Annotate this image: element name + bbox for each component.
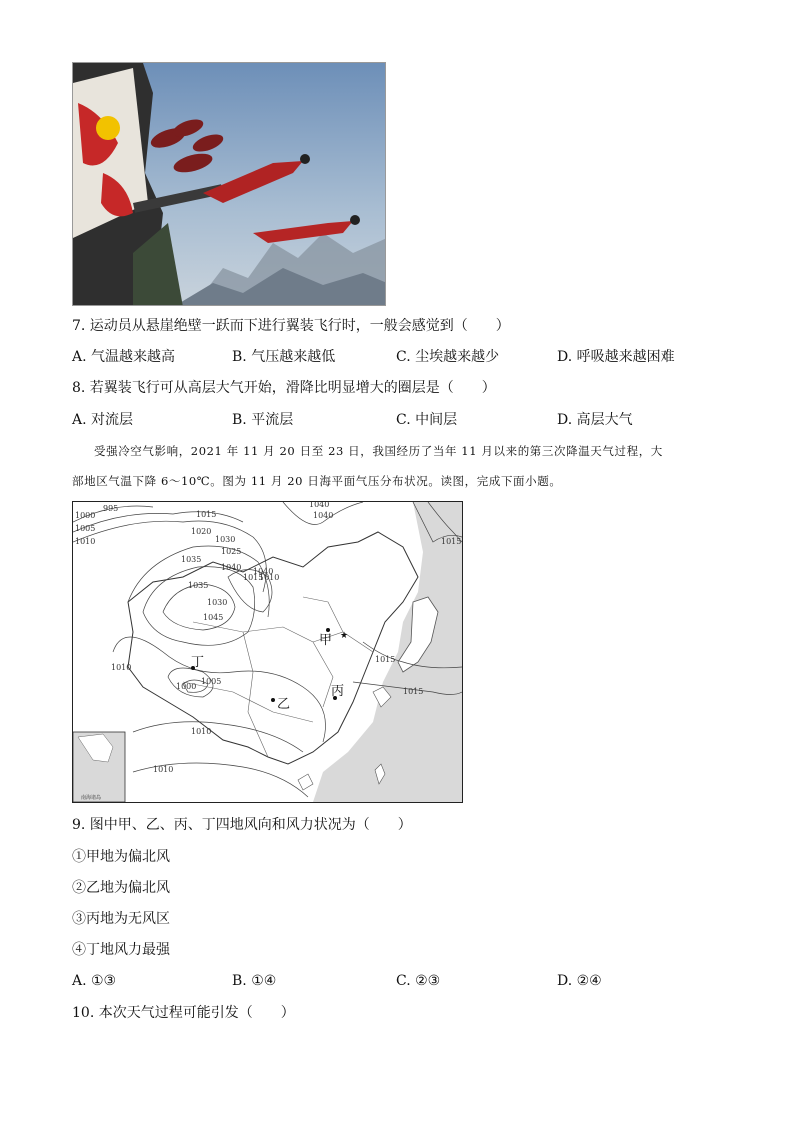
wingsuit-photo: [72, 62, 386, 306]
isobar-label: 1010: [75, 537, 96, 546]
place-label-yi: 乙: [277, 697, 291, 712]
pressure-map: [72, 501, 463, 803]
question-10-stem: 10. 本次天气过程可能引发（ ）: [72, 1005, 295, 1021]
question-7-option-b[interactable]: B. 气压越来越低: [232, 349, 336, 365]
question-8-option-b[interactable]: B. 平流层: [232, 412, 294, 428]
question-7-option-c[interactable]: C. 尘埃越来越少: [396, 349, 500, 365]
isobar-label: 1025: [221, 547, 242, 556]
question-9-statement-3: ③丙地为无风区: [72, 911, 170, 927]
isobar-label: 1005: [75, 524, 96, 533]
isobar-label: 1005: [201, 677, 222, 686]
isobar-label: 1010: [153, 765, 174, 774]
place-label-bing: 丙: [331, 684, 345, 699]
isobar-label: 1035: [181, 555, 202, 564]
isobar-label: 1000: [75, 511, 96, 520]
isobar-label: 1020: [191, 527, 212, 536]
isobar-label: 1015: [441, 537, 462, 546]
isobar-label: 1015: [243, 573, 264, 582]
place-label-ding: 丁: [191, 655, 205, 670]
isobar-label: 1040: [221, 563, 242, 572]
question-8-option-a[interactable]: A. 对流层: [72, 412, 134, 428]
question-9-statement-4: ④丁地风力最强: [72, 942, 170, 958]
question-9-option-b[interactable]: B. ①④: [232, 973, 277, 989]
isobar-label: 1030: [215, 535, 236, 544]
isobar-label: 1015: [375, 655, 396, 664]
isobar-label: 1015: [196, 510, 217, 519]
question-8-option-c[interactable]: C. 中间层: [396, 412, 458, 428]
question-9-statement-1: ①甲地为偏北风: [72, 849, 170, 865]
question-7-stem: 7. 运动员从悬崖绝壁一跃而下进行翼装飞行时，一般会感觉到（ ）: [72, 318, 510, 334]
isobar-label: 1040: [253, 567, 274, 576]
isobar-label: 1010: [111, 663, 132, 672]
isobar-label: 1010: [191, 727, 212, 736]
passage-line-1: 受强冷空气影响，2021 年 11 月 20 日至 23 日，我国经历了当年 11 月以来的第三次降温天气过程，大: [94, 444, 663, 458]
isobar-label: 1045: [203, 613, 224, 622]
isobar-label: 995: [103, 504, 119, 513]
isobar-label: 1010: [259, 573, 280, 582]
isobar-label: 1030: [207, 598, 228, 607]
star-icon: ★: [340, 631, 349, 641]
passage-line-2: 部地区气温下降 6～10℃。图为 11 月 20 日海平面气压分布状况。读图，完成下面小题。: [72, 474, 562, 488]
isobar-label: 1035: [188, 581, 209, 590]
isobar-label: 1015: [403, 687, 424, 696]
question-9-stem: 9. 图中甲、乙、丙、丁四地风向和风力状况为（ ）: [72, 817, 412, 833]
inset-label: 南海诸岛: [81, 795, 102, 801]
question-8-stem: 8. 若翼装飞行可从高层大气开始，滑降比明显增大的圈层是（ ）: [72, 380, 496, 396]
wingsuit-photo-drawing: [73, 63, 386, 306]
question-9-option-a[interactable]: A. ①③: [72, 973, 117, 989]
pressure-map-drawing: [73, 502, 462, 802]
question-8-option-d[interactable]: D. 高层大气: [557, 412, 633, 428]
question-9-statement-2: ②乙地为偏北风: [72, 880, 170, 896]
isobar-label: 1000: [176, 682, 197, 691]
isobar-label: 1040: [309, 502, 330, 509]
question-9-option-c[interactable]: C. ②③: [396, 973, 441, 989]
question-9-option-d[interactable]: D. ②④: [557, 973, 602, 989]
question-7-option-d[interactable]: D. 呼吸越来越困难: [557, 349, 675, 365]
question-7-option-a[interactable]: A. 气温越来越高: [72, 349, 176, 365]
place-label-jia: 甲: [319, 633, 333, 648]
isobar-label: 1040: [313, 511, 334, 520]
